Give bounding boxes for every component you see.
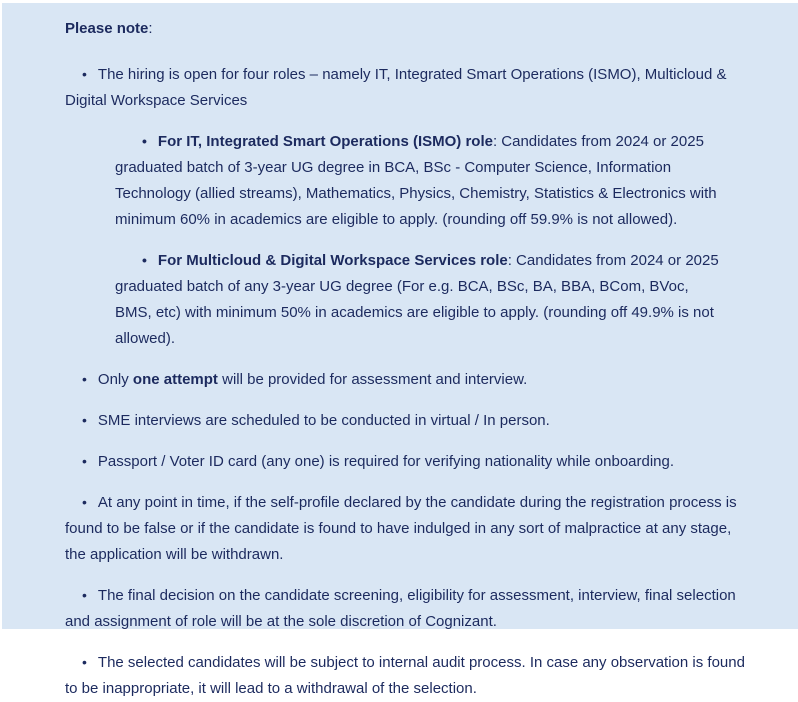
note-text-bold: one attempt <box>132 371 218 388</box>
note-item <box>65 448 748 475</box>
note-text: The final decision on the candidate screening, eligibility for assessment, interview, final selection and assignment of role will be at the sole discretion of Cognizant. <box>65 587 736 630</box>
note-text: Passport / Voter ID card (any one) is required for verifying nationality while onboarding. <box>97 453 675 470</box>
note-text: Only <box>97 371 133 388</box>
bullet-icon: • <box>82 371 87 387</box>
bullet-icon: • <box>82 587 87 603</box>
bullet-icon: • <box>82 66 87 82</box>
note-item <box>65 366 748 393</box>
note-text: : Candidates from 2024 or 2025 graduated batch of 3-year UG degree in BCA, BSc - Computer Science, Information Technology (allied streams), Mathematics, Physics, Chemistry, Statistics & Electronics with minimum 60% in academics are eligible to apply. (rounding off 59.9% is not allowed). <box>115 133 717 228</box>
bullet-icon: • <box>82 453 87 469</box>
please-note-colon: : <box>148 20 153 37</box>
note-item <box>115 128 726 233</box>
bullet-icon: • <box>82 494 87 510</box>
note-text-bold: For IT, Integrated Smart Operations (ISMO) role <box>157 133 493 150</box>
note-item <box>65 61 748 114</box>
note-item <box>65 407 748 434</box>
note-item <box>65 649 748 702</box>
please-note-label: Please note <box>65 20 149 37</box>
bullet-icon: • <box>142 252 147 268</box>
note-text: will be provided for assessment and interview. <box>217 371 528 388</box>
bullet-icon: • <box>82 412 87 428</box>
bullet-icon: • <box>82 654 87 670</box>
note-text: SME interviews are scheduled to be conducted in virtual / In person. <box>97 412 550 429</box>
note-text: The hiring is open for four roles – namely IT, Integrated Smart Operations (ISMO), Multicloud & Digital Workspace Services <box>65 66 727 109</box>
note-text: At any point in time, if the self-profile declared by the candidate during the registration process is found to be false or if the candidate is found to have indulged in any sort of malpractice at any stage, the application will be withdrawn. <box>65 494 737 563</box>
note-text-bold: For Multicloud & Digital Workspace Services role <box>157 252 508 269</box>
note-text: : Candidates from 2024 or 2025 graduated batch of any 3-year UG degree (For e.g. BCA, BSc, BA, BBA, BCom, BVoc, BMS, etc) with minimum 50% in academics are eligible to apply. (rounding off 49.9% is not allowed). <box>115 252 719 347</box>
note-item <box>65 582 748 635</box>
bullet-icon: • <box>142 133 147 149</box>
note-text: The selected candidates will be subject to internal audit process. In case any observation is found to be inappropriate, it will lead to a withdrawal of the selection. <box>65 654 745 697</box>
note-item <box>65 489 748 568</box>
please-note-heading <box>65 19 798 39</box>
notice-panel <box>2 3 798 697</box>
note-item <box>115 247 726 352</box>
notes-list <box>2 61 798 702</box>
